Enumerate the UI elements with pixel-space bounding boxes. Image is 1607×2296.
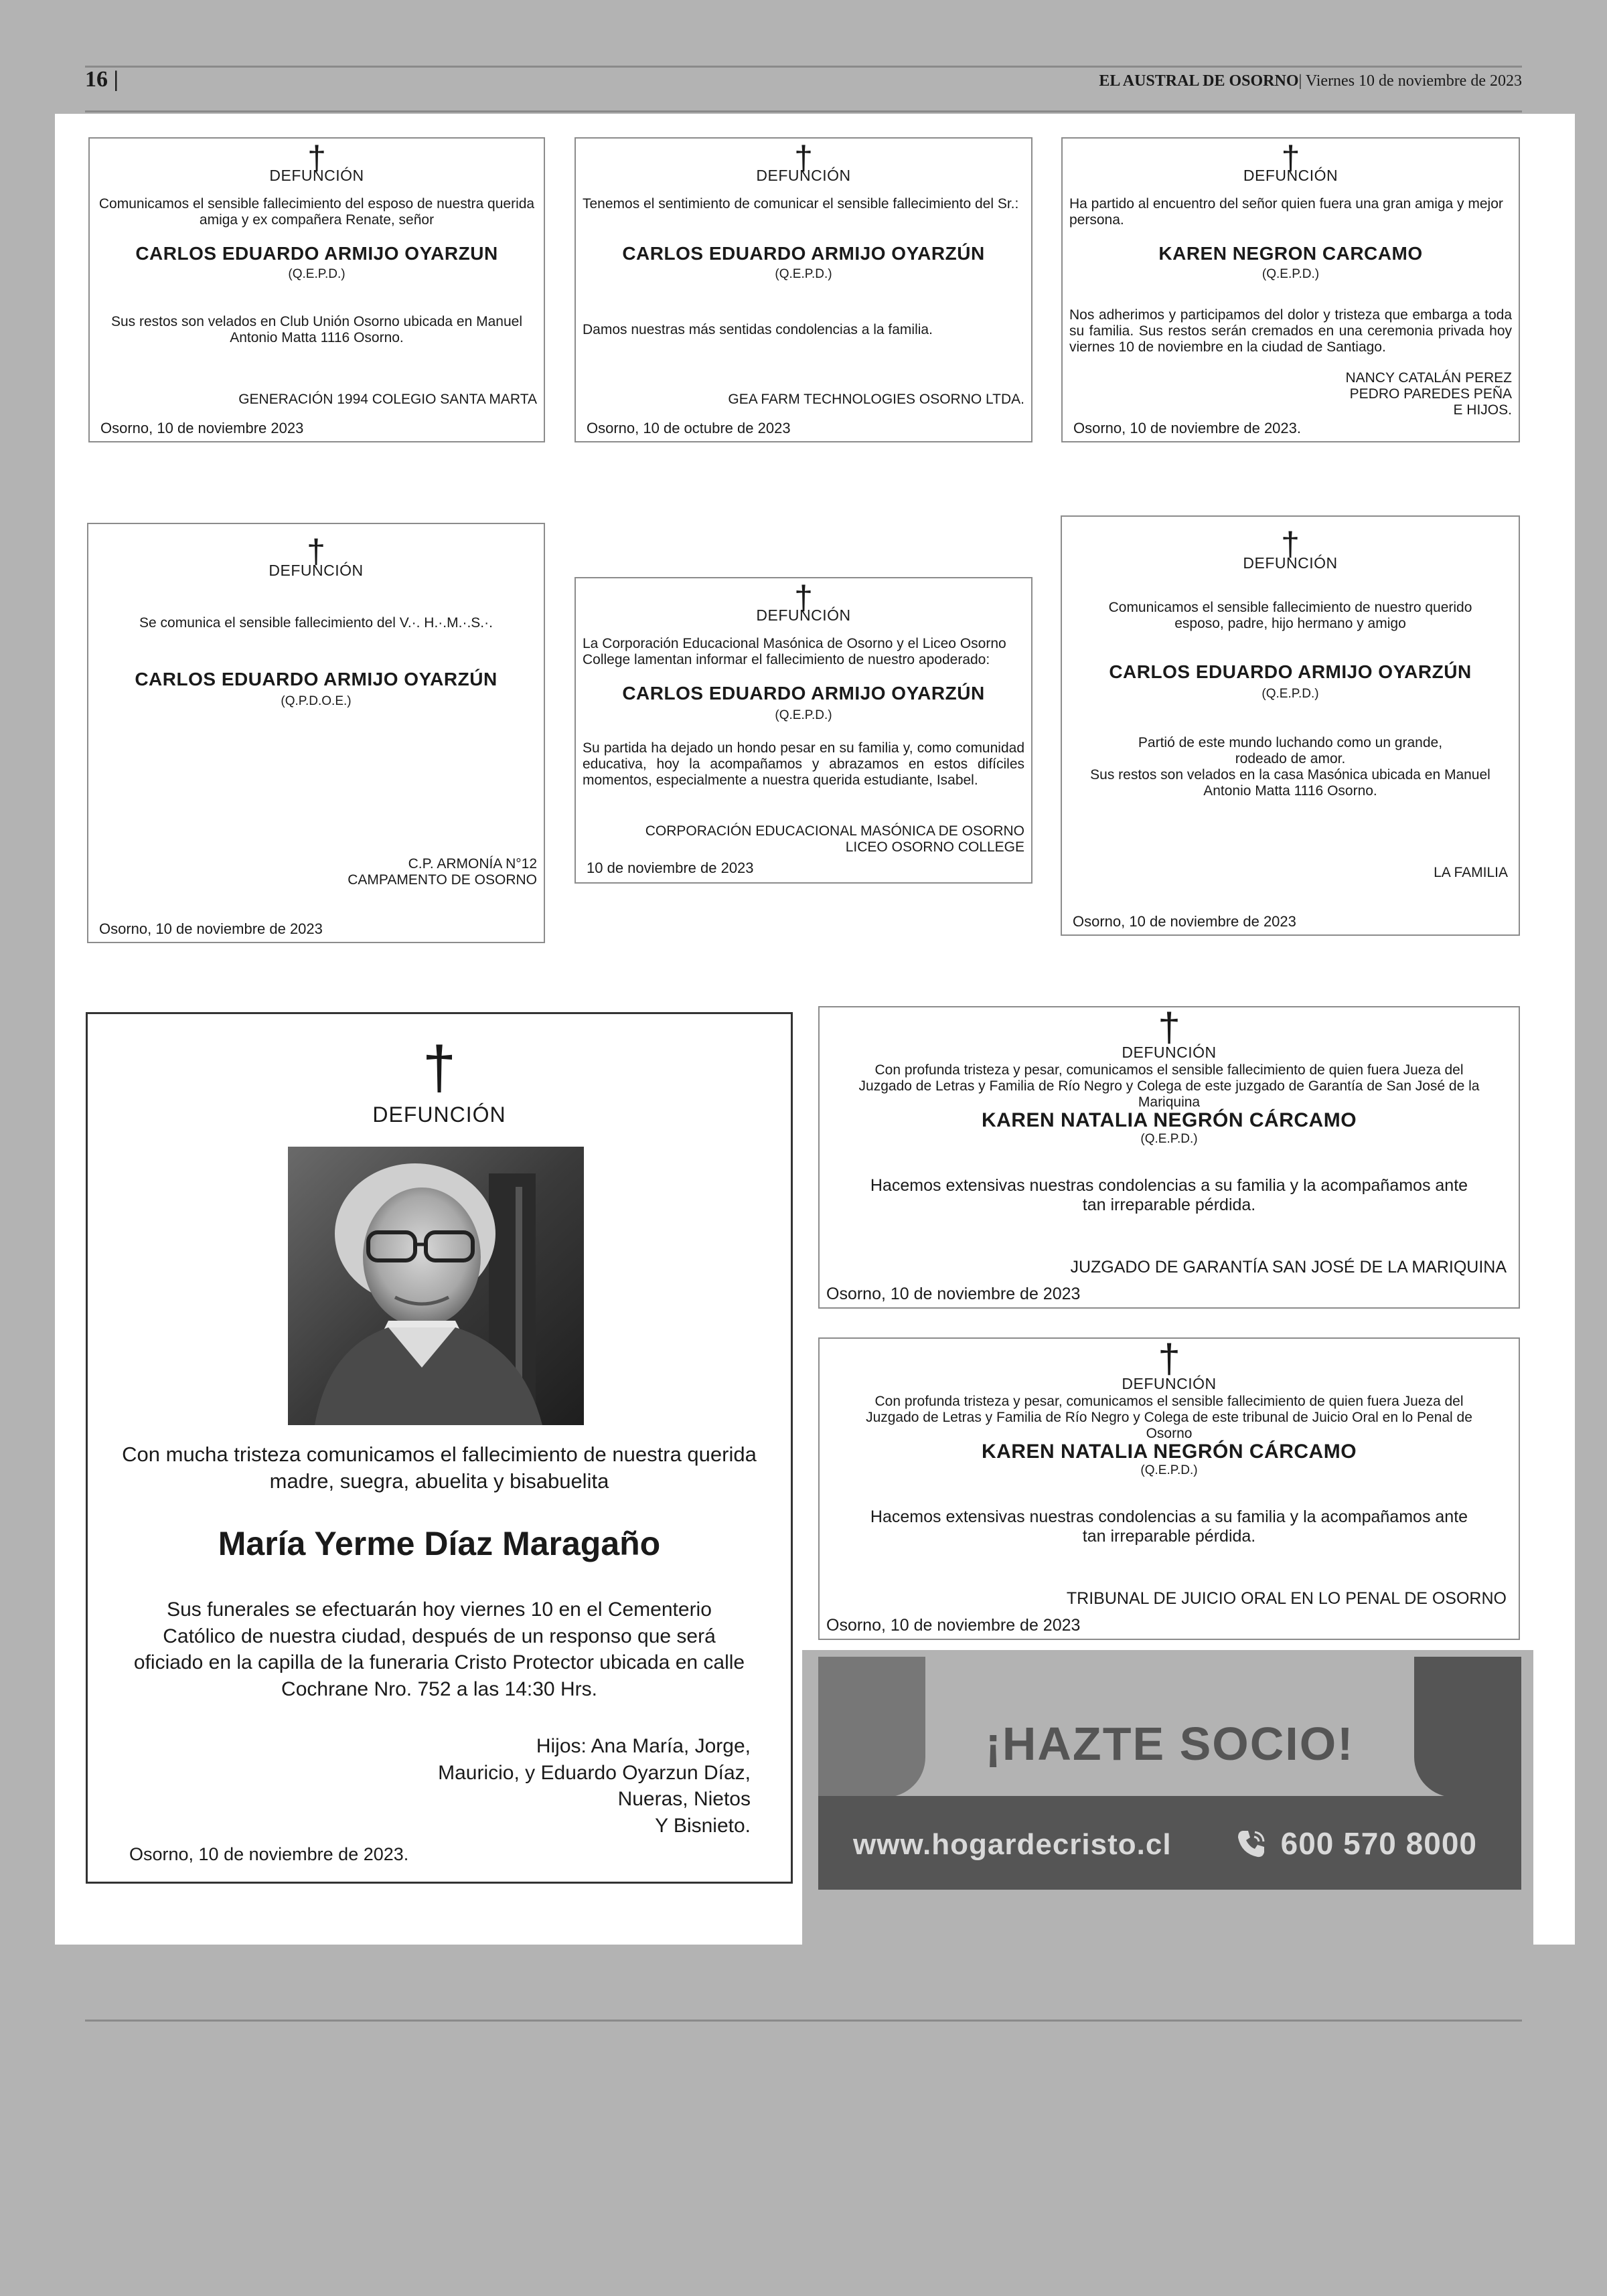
rip-abbreviation: (Q.E.P.D.) bbox=[775, 708, 832, 722]
notice-body: Su partida ha dejado un hondo pesar en su familia y, como comunidad educativa, hoy la acompañamos y abrazamos en estos difíciles momentos, especialmente a nuestra querida estudiante, Isabel. bbox=[583, 740, 1024, 789]
notice-signer: LA FAMILIA bbox=[1434, 865, 1508, 880]
cross-icon: † bbox=[307, 533, 325, 570]
rip-abbreviation: (Q.E.P.D.) bbox=[1261, 687, 1319, 701]
notice-body: Hacemos extensivas nuestras condolencias a su familia y la acompañamos ante tan irreparable pérdida. bbox=[870, 1176, 1468, 1214]
hogar-de-cristo-advert[interactable] bbox=[818, 1657, 1521, 1890]
obituary-notice bbox=[87, 523, 545, 943]
notice-signer: GENERACIÓN 1994 COLEGIO SANTA MARTA bbox=[238, 392, 537, 407]
body-line: Sus restos son velados en la casa Masónica ubicada en Manuel Antonio Matta 1116 Osorno. bbox=[1090, 767, 1490, 799]
obituary-notice bbox=[88, 137, 545, 442]
notice-signer: JUZGADO DE GARANTÍA SAN JOSÉ DE LA MARIQUINA bbox=[1070, 1258, 1507, 1277]
rip-abbreviation: (Q.E.P.D.) bbox=[1140, 1132, 1198, 1146]
cross-icon: † bbox=[1281, 525, 1300, 563]
deceased-portrait-photo bbox=[288, 1147, 584, 1425]
notice-signer bbox=[438, 1733, 751, 1839]
deceased-name: María Yerme Díaz Maragaño bbox=[218, 1525, 661, 1562]
obituary-notice bbox=[818, 1006, 1520, 1309]
notice-intro: Comunicamos el sensible fallecimiento de nuestro querido esposo, padre, hijo hermano y amigo bbox=[1108, 600, 1472, 632]
deceased-name: CARLOS EDUARDO ARMIJO OYARZÚN bbox=[622, 683, 985, 704]
deceased-name: KAREN NATALIA NEGRÓN CÁRCAMO bbox=[981, 1109, 1357, 1131]
notice-intro: Se comunica el sensible fallecimiento del V.·. H.·.M.·.S.·. bbox=[139, 615, 493, 631]
cross-icon: † bbox=[794, 579, 813, 617]
advert-phone[interactable]: 600 570 8000 bbox=[1280, 1826, 1477, 1861]
notice-date: Osorno, 10 de noviembre 2023 bbox=[100, 420, 304, 436]
rip-abbreviation: (Q.E.P.D.) bbox=[1261, 267, 1320, 281]
notice-heading: DEFUNCIÓN bbox=[756, 606, 851, 624]
notice-intro: Comunicamos el sensible fallecimiento del esposo de nuestra querida amiga y ex compañera Renate, señor bbox=[98, 196, 535, 228]
notice-signer bbox=[1345, 370, 1512, 418]
notice-signer bbox=[645, 823, 1024, 855]
notice-intro: La Corporación Educacional Masónica de Osorno y el Liceo Osorno College lamentan informar el fallecimiento de nuestro apoderado: bbox=[583, 636, 1006, 668]
notice-intro: Ha partido al encuentro del señor quien fuera una gran amiga y mejor persona. bbox=[1069, 196, 1503, 228]
issue-date: | Viernes 10 de noviembre de 2023 bbox=[1298, 72, 1522, 90]
cross-icon: † bbox=[1158, 1005, 1180, 1050]
page-number: 16 | bbox=[85, 67, 119, 92]
notice-date: 10 de noviembre de 2023 bbox=[587, 859, 754, 876]
notice-signer: TRIBUNAL DE JUICIO ORAL EN LO PENAL DE OSORNO bbox=[1066, 1589, 1507, 1608]
portrait-illustration bbox=[288, 1147, 584, 1425]
notice-date: Osorno, 10 de noviembre de 2023. bbox=[129, 1844, 409, 1864]
notice-signer: GEA FARM TECHNOLOGIES OSORNO LTDA. bbox=[728, 392, 1024, 407]
notice-heading: DEFUNCIÓN bbox=[372, 1102, 506, 1127]
obituary-notice bbox=[1061, 515, 1520, 936]
signer-line: C.P. ARMONÍA N°12 bbox=[408, 856, 537, 872]
notice-heading: DEFUNCIÓN bbox=[1122, 1375, 1217, 1392]
notice-date: Osorno, 10 de noviembre de 2023 bbox=[826, 1285, 1081, 1303]
obituary-notice bbox=[818, 1337, 1520, 1640]
signer-line: E HIJOS. bbox=[1453, 402, 1512, 418]
notice-body: Sus funerales se efectuarán hoy viernes 10 en el Cementerio Católico de nuestra ciudad, después de un responso que será oficiado en la capilla de la funeraria Cristo Protector ubicada en calle Cochrane Nro. 752 a las 14:30 Hrs. bbox=[133, 1598, 745, 1700]
rip-abbreviation: (Q.E.P.D.) bbox=[288, 267, 346, 281]
phone-icon bbox=[1233, 1827, 1268, 1862]
signer-line: Nueras, Nietos bbox=[617, 1788, 751, 1811]
notice-heading: DEFUNCIÓN bbox=[756, 167, 851, 184]
rip-abbreviation: (Q.E.P.D.) bbox=[775, 267, 832, 281]
cross-icon: † bbox=[794, 139, 813, 177]
notice-heading: DEFUNCIÓN bbox=[269, 167, 364, 184]
rip-abbreviation: (Q.P.D.O.E.) bbox=[281, 694, 352, 708]
notice-date: Osorno, 10 de octubre de 2023 bbox=[587, 420, 791, 436]
advert-url[interactable]: www.hogardecristo.cl bbox=[853, 1828, 1172, 1861]
publication-name: EL AUSTRAL DE OSORNO bbox=[1099, 72, 1299, 90]
signer-line: Hijos: Ana María, Jorge, bbox=[536, 1735, 751, 1757]
deceased-name: CARLOS EDUARDO ARMIJO OYARZUN bbox=[135, 243, 498, 264]
footer-rule bbox=[85, 2020, 1522, 2022]
signer-line: CORPORACIÓN EDUCACIONAL MASÓNICA DE OSORNO bbox=[645, 823, 1024, 839]
notice-date: Osorno, 10 de noviembre de 2023 bbox=[1073, 913, 1296, 930]
notice-body: Nos adherimos y participamos del dolor y tristeza que embarga a toda su familia. Sus restos serán cremados en una ceremonia privada hoy viernes 10 de noviembre en la ciudad de Santiago. bbox=[1069, 307, 1512, 355]
obituary-notice bbox=[1061, 137, 1520, 442]
signer-line: Y Bisnieto. bbox=[655, 1814, 751, 1837]
deceased-name: KAREN NEGRON CARCAMO bbox=[1158, 243, 1423, 264]
notice-heading: DEFUNCIÓN bbox=[269, 562, 364, 579]
signer-line: CAMPAMENTO DE OSORNO bbox=[348, 872, 537, 888]
signer-line: Mauricio, y Eduardo Oyarzun Díaz, bbox=[438, 1761, 751, 1784]
header-bottom-rule bbox=[85, 110, 1522, 112]
deceased-name: CARLOS EDUARDO ARMIJO OYARZÚN bbox=[135, 669, 498, 689]
rip-abbreviation: (Q.E.P.D.) bbox=[1140, 1463, 1198, 1477]
notice-body bbox=[1069, 735, 1512, 800]
signer-line: PEDRO PAREDES PEÑA bbox=[1349, 386, 1512, 402]
cross-icon: † bbox=[422, 1035, 457, 1102]
notice-intro: Con mucha tristeza comunicamos el fallecimiento de nuestra querida madre, suegra, abuelita y bisabuelita bbox=[122, 1443, 757, 1493]
notice-date: Osorno, 10 de noviembre de 2023. bbox=[1073, 420, 1302, 436]
notice-heading: DEFUNCIÓN bbox=[1243, 167, 1338, 184]
advert-title: ¡HAZTE SOCIO! bbox=[985, 1718, 1355, 1770]
obituary-notice bbox=[575, 137, 1032, 442]
notice-intro: Tenemos el sentimiento de comunicar el sensible fallecimiento del Sr.: bbox=[583, 196, 1019, 212]
body-line: Partió de este mundo luchando como un grande, bbox=[1138, 735, 1443, 750]
masthead bbox=[1099, 72, 1522, 90]
deceased-name: KAREN NATALIA NEGRÓN CÁRCAMO bbox=[981, 1441, 1357, 1463]
notice-body: Hacemos extensivas nuestras condolencias a su familia y la acompañamos ante tan irreparable pérdida. bbox=[870, 1507, 1468, 1546]
notice-body: Damos nuestras más sentidas condolencias a la familia. bbox=[583, 322, 933, 337]
notice-signer bbox=[348, 856, 537, 888]
deceased-name: CARLOS EDUARDO ARMIJO OYARZÚN bbox=[622, 243, 985, 264]
cross-icon: † bbox=[307, 139, 326, 177]
obituary-notice bbox=[575, 577, 1032, 884]
notice-date: Osorno, 10 de noviembre de 2023 bbox=[826, 1616, 1081, 1635]
notice-heading: DEFUNCIÓN bbox=[1243, 554, 1338, 572]
featured-obituary-notice bbox=[86, 1012, 793, 1884]
signer-line: LICEO OSORNO COLLEGE bbox=[845, 839, 1024, 855]
cross-icon: † bbox=[1158, 1336, 1180, 1381]
cross-icon: † bbox=[1281, 139, 1300, 177]
notice-date: Osorno, 10 de noviembre de 2023 bbox=[99, 920, 323, 937]
body-line: rodeado de amor. bbox=[1235, 751, 1346, 767]
signer-line: NANCY CATALÁN PEREZ bbox=[1345, 370, 1512, 386]
header-top-rule bbox=[85, 66, 1522, 68]
deceased-name: CARLOS EDUARDO ARMIJO OYARZÚN bbox=[1109, 661, 1472, 682]
notice-heading: DEFUNCIÓN bbox=[1122, 1044, 1217, 1061]
notice-intro: Con profunda tristeza y pesar, comunicamos el sensible fallecimiento de quien fuera Jueza del Juzgado de Letras y Familia de Río Negro y Colega de este tribunal de Juicio Oral en lo Penal de Osorno bbox=[866, 1394, 1472, 1442]
notice-body: Sus restos son velados en Club Unión Osorno ubicada en Manuel Antonio Matta 1116 Osorno. bbox=[110, 314, 523, 346]
notice-intro: Con profunda tristeza y pesar, comunicamos el sensible fallecimiento de quien fuera Jueza del Juzgado de Letras y Familia de Río Negro y Colega de este juzgado de Garantía de San José de la Mariquina bbox=[858, 1062, 1480, 1111]
